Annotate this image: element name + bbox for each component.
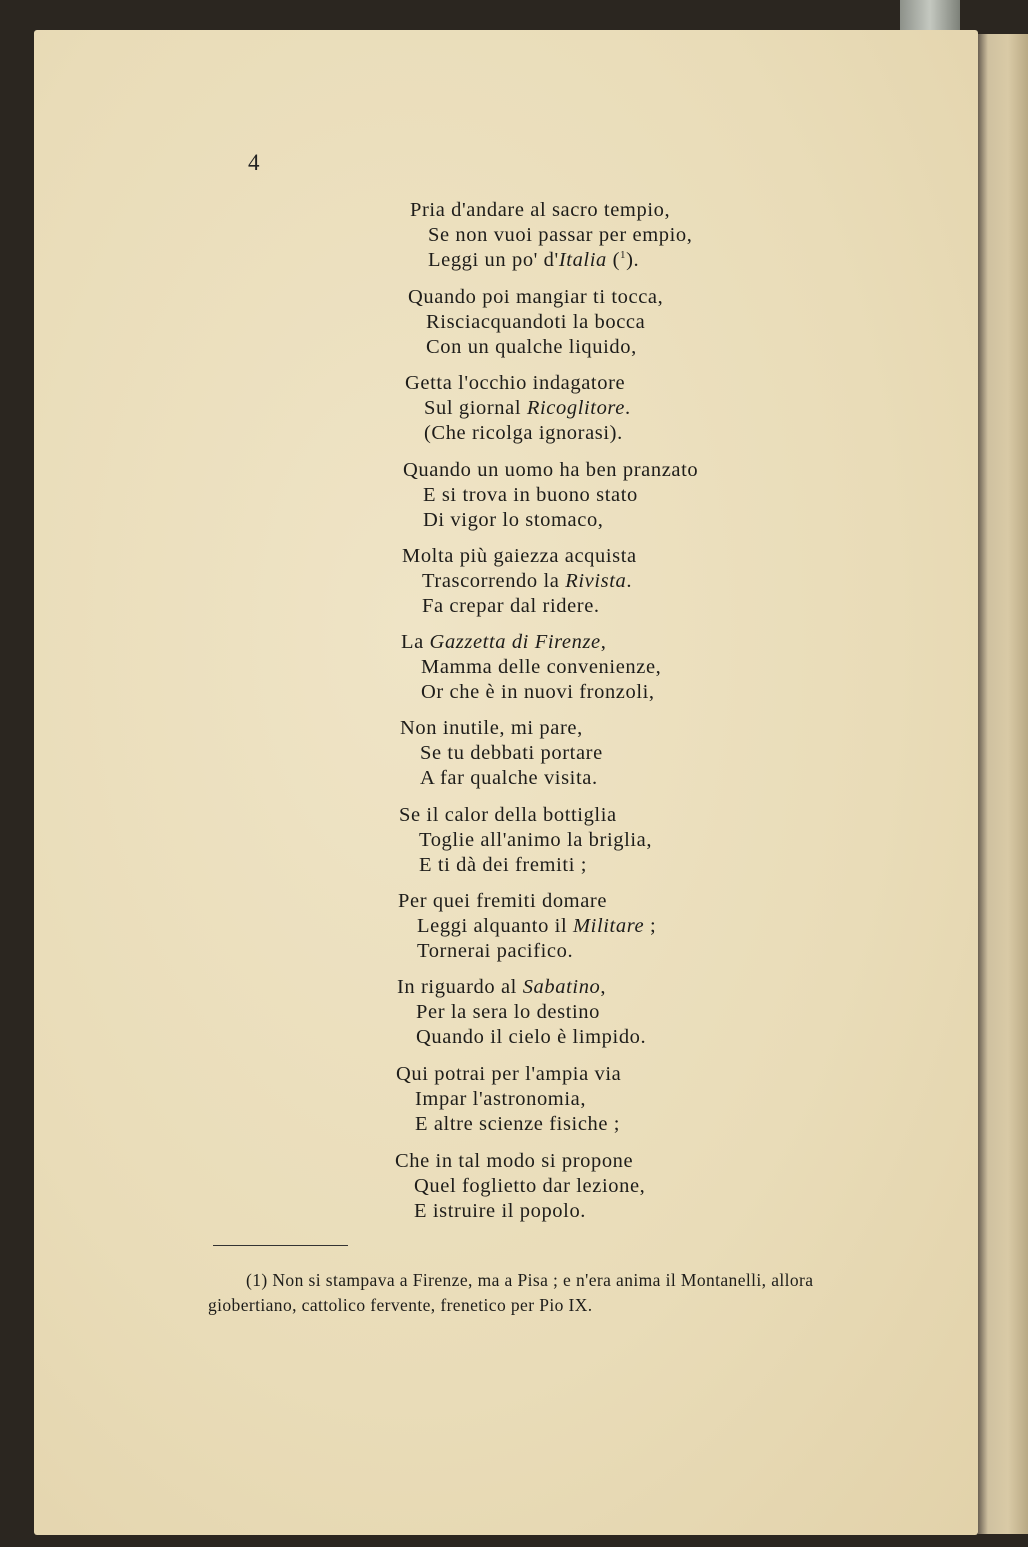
verse-line: E si trova in buono stato (423, 484, 638, 506)
verse-line: Trascorrendo la Rivista. (422, 570, 633, 592)
verse-line: E istruire il popolo. (414, 1200, 587, 1222)
verse-line: Con un qualche liquido, (426, 336, 637, 358)
verse-line: E altre scienze fisiche ; (415, 1113, 621, 1135)
verse-line: Per la sera lo destino (416, 1001, 600, 1023)
verse-line: Se il calor della bottiglia (399, 804, 617, 826)
verse-line: Di vigor lo stomaco, (423, 509, 604, 531)
verse-line: Quando poi mangiar ti tocca, (408, 286, 664, 308)
verse-line: Or che è in nuovi fronzoli, (421, 681, 655, 703)
verse-line: Impar l'astronomia, (415, 1088, 587, 1110)
verse-line: La Gazzetta di Firenze, (401, 631, 607, 653)
verse-line: Risciacquandoti la bocca (426, 311, 646, 333)
verse-line: Sul giornal Ricoglitore. (424, 397, 631, 419)
verse-line: Molta più gaiezza acquista (402, 545, 637, 567)
verse-line: Quel foglietto dar lezione, (414, 1175, 646, 1197)
verse-line: Fa crepar dal ridere. (422, 595, 600, 617)
footnote-line: giobertiano, cattolico fervente, frenetico per Pio IX. (208, 1295, 593, 1315)
footnote-line: (1) Non si stampava a Firenze, ma a Pisa ; e n'era anima il Montanelli, allora (246, 1270, 814, 1290)
verse-line: Getta l'occhio indagatore (405, 372, 626, 394)
footnote-divider (213, 1245, 348, 1246)
verse-line: Toglie all'animo la briglia, (419, 829, 653, 851)
verse-line: Qui potrai per l'ampia via (396, 1063, 622, 1085)
verse-line: Se non vuoi passar per empio, (428, 224, 693, 246)
page-number: 4 (248, 150, 260, 175)
verse-line: Per quei fremiti domare (398, 890, 608, 912)
verse-line: A far qualche visita. (420, 767, 598, 789)
verse-line: In riguardo al Sabatino, (397, 976, 607, 998)
verse-line: Leggi alquanto il Militare ; (417, 915, 657, 937)
verse-line: Leggi un po' d'Italia ($^1$). (428, 249, 640, 271)
verse-line: Se tu debbati portare (420, 742, 603, 764)
verse-line: Tornerai pacifico. (417, 940, 574, 962)
verse-line: Mamma delle convenienze, (421, 656, 662, 678)
verse-line: Che in tal modo si propone (395, 1150, 634, 1172)
verse-line: E ti dà dei fremiti ; (419, 854, 588, 876)
verse-line: Quando il cielo è limpido. (416, 1026, 647, 1048)
verse-line: Pria d'andare al sacro tempio, (410, 199, 671, 221)
verse-line: Quando un uomo ha ben pranzato (403, 459, 699, 481)
verse-line: (Che ricolga ignorasi). (424, 422, 623, 444)
verse-line: Non inutile, mi pare, (400, 717, 583, 739)
